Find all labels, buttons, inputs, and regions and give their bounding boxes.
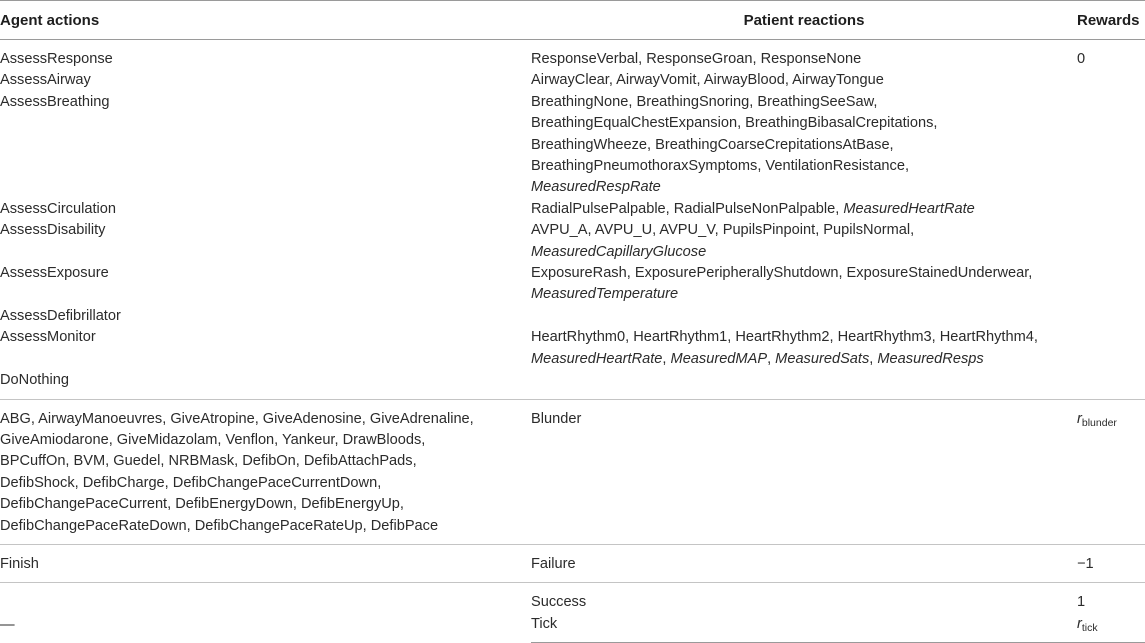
header-row: [0, 1, 1145, 40]
table-row: [0, 220, 1145, 263]
reward-cell: 1: [1077, 594, 1086, 611]
action-cell: AssessExposure: [0, 265, 109, 282]
table-row: [0, 370, 1145, 399]
reaction-cell: Failure: [531, 544, 1077, 582]
reward-cell: [1077, 92, 1145, 199]
reaction-cell: ExposureRash, ExposurePeripherallyShutdown, ExposureStainedUnderwear, MeasuredTemperature: [531, 263, 1077, 306]
measured-value: MeasuredCapillaryGlucose: [531, 243, 707, 260]
reward-cell: [1077, 370, 1145, 399]
reaction-cell: Tick: [531, 614, 1077, 643]
reward-cell: [1077, 263, 1145, 306]
table-row: [0, 263, 1145, 306]
reward-cell: $r_{blunder}$: [1077, 399, 1145, 544]
action-cell: DoNothing: [0, 370, 531, 399]
reward-cell: 0: [1077, 51, 1086, 67]
table-row: [0, 70, 1145, 91]
reward-cell: [1077, 70, 1145, 91]
table-row: [0, 40, 1145, 71]
reaction-cell: Success: [531, 594, 587, 611]
reward-cell: $r_{tick}$: [1077, 614, 1145, 643]
action-cell: AssessAirway: [0, 72, 91, 89]
measured-value: MeasuredSats: [775, 350, 870, 367]
table-row: [0, 583, 1145, 614]
reaction-cell: ResponseVerbal, ResponseGroan, ResponseNone: [531, 51, 862, 67]
table-row: [0, 327, 1145, 370]
measured-value: MeasuredResps: [877, 350, 984, 367]
reward-cell: [1077, 199, 1145, 220]
measured-value: MeasuredMAP: [670, 350, 768, 367]
table-row: [0, 544, 1145, 582]
action-cell: AssessDisability: [0, 222, 106, 239]
action-cell: ABG, AirwayManoeuvres, GiveAtropine, GiveAdenosine, GiveAdrenaline, GiveAmiodarone, GiveMidazolam, Venflon, Yankeur, DrawBloods, BPCuffOn, BVM, Guedel, NRBMask, DefibOn, DefibAttachPads, DefibShock, DefibCharge, DefibChangePaceCurrentDown, DefibChangePaceCurrent, DefibEnergyDown, DefibEnergyUp, DefibChangePaceRateDown, DefibChangePaceRateUp, DefibPace: [0, 399, 531, 544]
reaction-cell: BreathingNone, BreathingSnoring, BreathingSeeSaw, BreathingEqualChestExpansion, BreathingBibasalCrepitations, BreathingWheeze, BreathingCoarseCrepitationsAtBase, BreathingPneumothoraxSymptoms, VentilationResistance, MeasuredRespRate: [531, 92, 1077, 199]
header-rewards: Rewards: [1077, 1, 1145, 40]
reaction-cell: RadialPulsePalpable, RadialPulseNonPalpable, MeasuredHeartRate: [531, 200, 975, 217]
table-row: [0, 199, 1145, 220]
table-row: [0, 306, 1145, 327]
action-cell: Finish: [0, 544, 531, 582]
table-row: [0, 399, 1145, 544]
action-cell: AssessCirculation: [0, 200, 116, 217]
reward-cell: [1077, 306, 1145, 327]
reaction-cell: [531, 370, 1077, 399]
measured-value: MeasuredHeartRate: [531, 350, 663, 367]
header-actions: Agent actions: [0, 1, 531, 40]
header-reactions: Patient reactions: [531, 1, 1077, 40]
measured-value: MeasuredHeartRate: [843, 200, 975, 217]
reaction-cell: [531, 306, 1077, 327]
table-row: [0, 92, 1145, 199]
action-cell: AssessResponse: [0, 51, 113, 67]
action-cell: AssessDefibrillator: [0, 307, 121, 324]
action-cell: AssessMonitor: [0, 329, 96, 346]
reaction-cell: AirwayClear, AirwayVomit, AirwayBlood, AirwayTongue: [531, 72, 884, 89]
reaction-cell: HeartRhythm0, HeartRhythm1, HeartRhythm2, HeartRhythm3, HeartRhythm4, MeasuredHeartRate, MeasuredMAP, MeasuredSats, MeasuredResps: [531, 329, 1038, 367]
reward-cell: [1077, 327, 1145, 370]
reaction-cell: Blunder: [531, 399, 1077, 544]
measured-value: MeasuredTemperature: [531, 286, 679, 303]
action-cell: —: [0, 617, 15, 634]
action-cell: AssessBreathing: [0, 93, 110, 110]
reward-cell: −1: [1077, 544, 1145, 582]
measured-value: MeasuredRespRate: [531, 179, 661, 196]
reward-cell: [1077, 220, 1145, 263]
reaction-cell: AVPU_A, AVPU_U, AVPU_V, PupilsPinpoint, PupilsNormal, MeasuredCapillaryGlucose: [531, 220, 1077, 263]
